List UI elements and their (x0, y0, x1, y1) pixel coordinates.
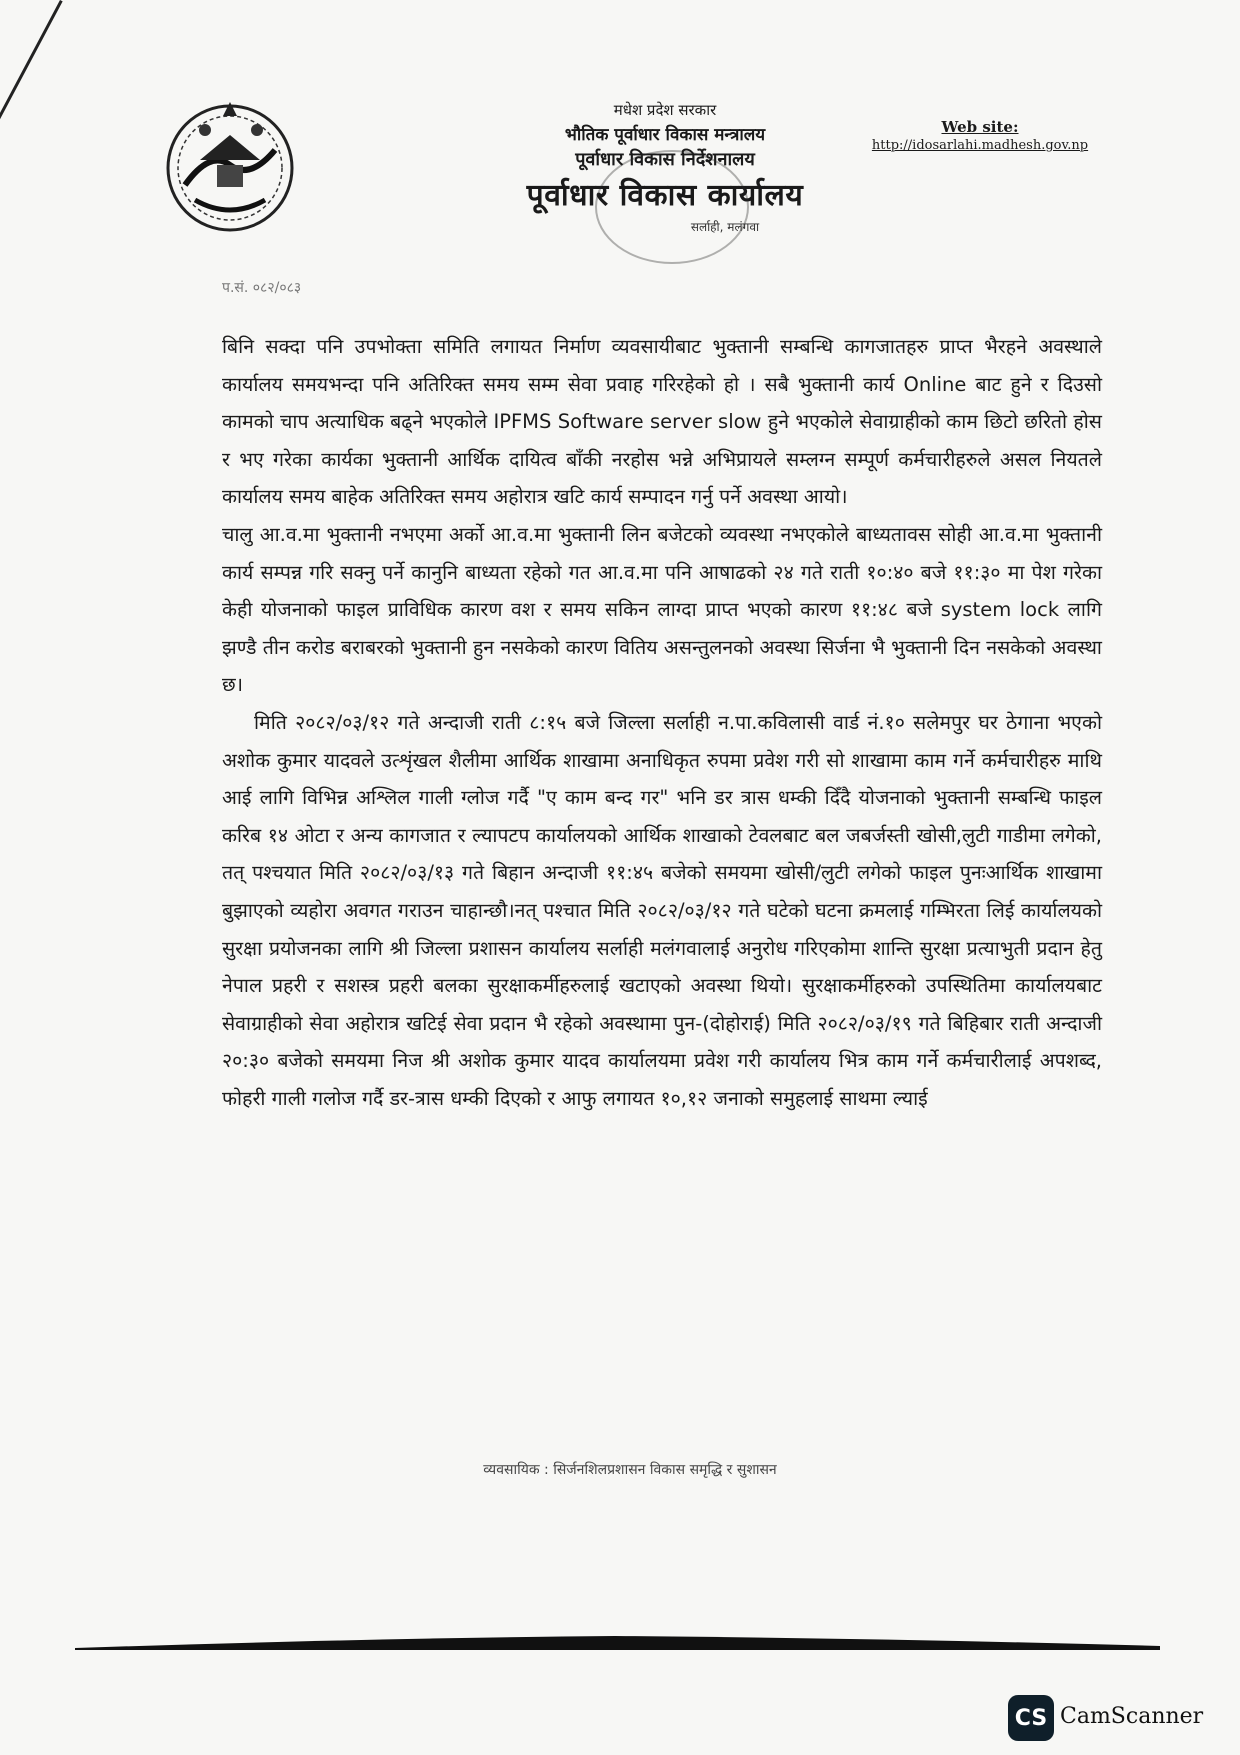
paragraph-2: चालु आ.व.मा भुक्तानी नभएमा अर्को आ.व.मा भुक्तानी लिन बजेटको व्यवस्था नभएकोले बाध्यतावस सोही आ.व.मा भुक्तानी कार्य सम्पन्न गरि सक्नु पर्ने कानुनि बाध्यता रहेको गत आ.व.मा पनि आषाढको २४ गते राती १०:४० बजे ११:३० मा पेश गरेका केही योजनाको फाइल प्राविधिक कारण वश र समय सकिन लाग्दा प्राप्त भएको कारण ११:४८ बजे system lock लागि झण्डै तीन करोड बराबरको भुक्तानी हुन नसकेको कारण वितिय असन्तुलनको अवस्था सिर्जना भै भुक्तानी दिन नसकेको अवस्था छ। (222, 522, 1102, 697)
header-office-name: पूर्वाधार विकास कार्यालय (526, 178, 804, 213)
footer-motto: व्यवसायिक : सिर्जनशिलप्रशासन विकास समृद्धि र सुशासन (483, 1462, 777, 1478)
website-block (860, 118, 1100, 153)
scan-edge-line (0, 0, 63, 178)
header-location: सर्लाही, मलंगवा (690, 220, 760, 234)
header-province: मधेश प्रदेश सरकार (613, 101, 717, 119)
camscanner-logo-icon: CS (1008, 1695, 1054, 1741)
office-stamp (595, 150, 749, 264)
reference-number: प.सं. ०८२/०८३ (222, 280, 302, 296)
letter-body (222, 328, 1102, 1117)
camscanner-watermark: CamScanner (1060, 1704, 1204, 1729)
website-label: Web site: (941, 118, 1019, 136)
nepal-emblem-icon (155, 90, 305, 240)
paragraph-3: मिति २०८२/०३/१२ गते अन्दाजी राती ८:१५ बजे जिल्ला सर्लाही न.पा.कविलासी वार्ड नं.१० सलेमपुर घर ठेगाना भएको अशोक कुमार यादवले उत्शृंखल शैलीमा आर्थिक शाखामा अनाधिकृत रुपमा प्रवेश गरी सो शाखामा काम गर्ने कर्मचारीहरु माथि आई लागि विभिन्न अश्लिल गाली ग्लोज गर्दै "ए काम बन्द गर" भनि डर त्रास धम्की दिँदै योजनाको भुक्तानी सम्बन्धि फाइल करिब १४ ओटा र अन्य कागजात र ल्यापटप कार्यालयको आर्थिक शाखाको टेवलबाट बल जबर्जस्ती खोसी,लुटी गाडीमा लगेको, तत् पश्चयात मिति २०८२/०३/१३ गते बिहान अन्दाजी ११:४५ बजेको समयमा खोसी/लुटी लगेको फाइल पुनःआर्थिक शाखामा बुझाएको व्यहोरा अवगत गराउन चाहान्छौ।नत् पश्चात मिति २०८२/०३/१२ गते घटेको घटना क्रमलाई गम्भिरता लिई कार्यालयको सुरक्षा प्रयोजनका लागि श्री जिल्ला प्रशासन कार्यालय सर्लाही मलंगवालाई अनुरोध गरिएकोमा शान्ति सुरक्षा प्रत्याभुती प्रदान हेतु नेपाल प्रहरी र सशस्त्र प्रहरी बलका सुरक्षाकर्मीहरुलाई खटाएको अवस्था थियो। सुरक्षाकर्मीहरुको उपस्थितिमा कार्यालयबाट सेवाग्राहीको सेवा अहोरात्र खटिई सेवा प्रदान भै रहेको अवस्थामा पुन-(दोहोराई) मिति २०८२/०३/१९ गते बिहिबार राती अन्दाजी २०:३० बजेको समयमा निज श्री अशोक कुमार यादव कार्यालयमा प्रवेश गरी कार्यालय भित्र काम गर्ने कर्मचारीलाई अपशब्द, फोहरी गाली गलोज गर्दै डर-त्रास धम्की दिएको र आफु लगायत १०,१२ जनाको समुहलाई साथमा ल्याई (222, 710, 1102, 1110)
header-ministry: भौतिक पूर्वाधार विकास मन्त्रालय (564, 125, 766, 145)
header-directorate: पूर्वाधार विकास निर्देशनालय (575, 149, 755, 170)
paragraph-1: बिनि सक्दा पनि उपभोक्ता समिति लगायत निर्माण व्यवसायीबाट भुक्तानी सम्बन्धि कागजातहरु प्राप्त भैरहने अवस्थाले कार्यालय समयभन्दा पनि अतिरिक्त समय सम्म सेवा प्रवाह गरिरहेको हो । सबै भुक्तानी कार्य Online बाट हुने र दिउसो कामको चाप अत्याधिक बढ्ने भएकोले IPFMS Software server slow हुने भएकोले सेवाग्राहीको काम छिटो छरितो होस र भए गरेका कार्यका भुक्तानी आर्थिक दायित्व बाँकी नरहोस भन्ने अभिप्रायले सम्लग्न सम्पूर्ण कर्मचारीहरुले असल नियतले कार्यालय समय बाहेक अतिरिक्त समय अहोरात्र खटि कार्य सम्पादन गर्नु पर्ने अवस्था आयो। (222, 335, 1102, 509)
scan-bottom-edge (75, 1636, 1160, 1650)
website-url[interactable]: http://idosarlahi.madhesh.gov.np (871, 138, 1089, 153)
